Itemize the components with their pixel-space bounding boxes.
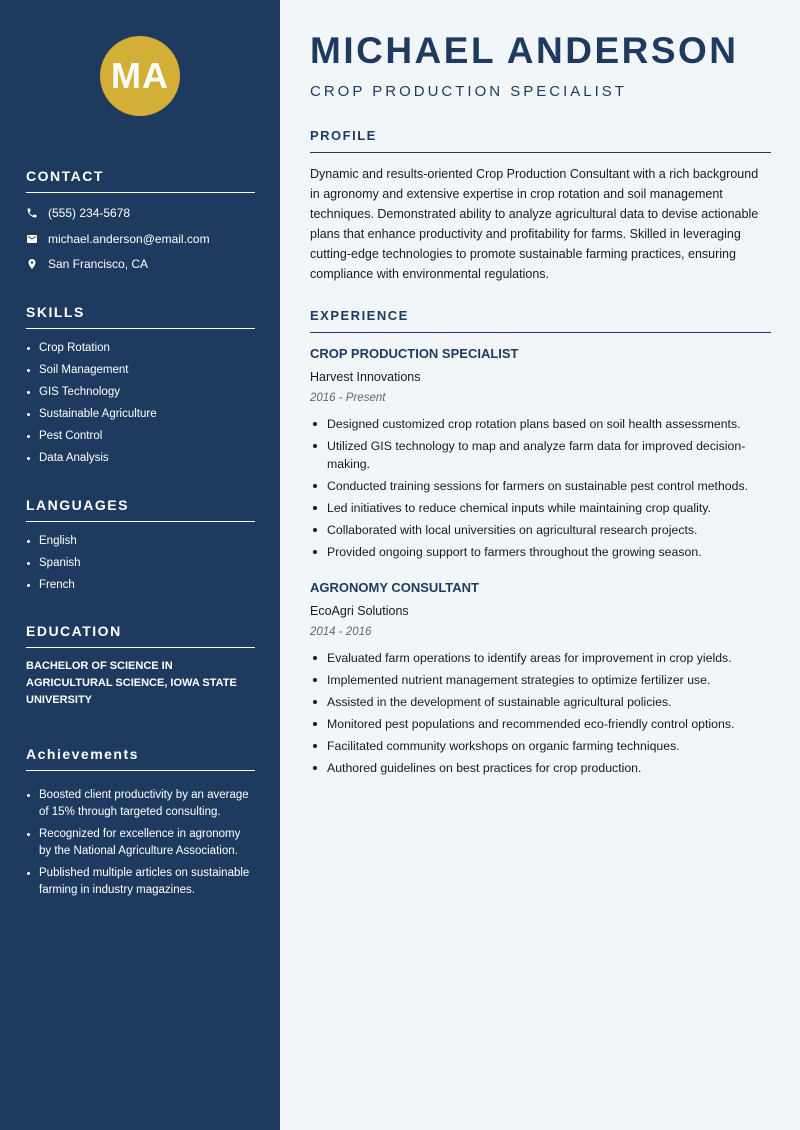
job-company: Harvest Innovations	[310, 370, 421, 384]
avatar: MA	[100, 36, 180, 116]
job-entry	[310, 580, 771, 781]
job-title: CROP PRODUCTION SPECIALIST	[310, 346, 519, 361]
languages-section	[26, 497, 255, 599]
education-section	[26, 623, 255, 709]
education-heading: EDUCATION	[26, 623, 255, 648]
phone-icon	[26, 207, 38, 219]
job-bullets	[310, 415, 771, 561]
job-bullet: Evaluated farm operations to identify areas for improvement in crop yields.	[310, 649, 771, 667]
candidate-name: MICHAEL ANDERSON	[310, 30, 739, 71]
skill-item: Sustainable Agriculture	[26, 406, 255, 422]
job-bullet: Authored guidelines on best practices for crop production.	[310, 759, 771, 777]
skill-item: Data Analysis	[26, 450, 255, 466]
location-pin-icon	[26, 258, 38, 270]
email-icon	[26, 233, 38, 245]
contact-section	[26, 168, 255, 272]
skill-item: GIS Technology	[26, 384, 255, 400]
job-bullet: Conducted training sessions for farmers on sustainable pest control methods.	[310, 477, 771, 495]
skill-item: Pest Control	[26, 428, 255, 444]
sidebar	[0, 0, 280, 1130]
skills-section	[26, 304, 255, 472]
degree-text: BACHELOR OF SCIENCE IN AGRICULTURAL SCIENCE, IOWA STATE UNIVERSITY	[26, 660, 237, 706]
skill-item: Soil Management	[26, 362, 255, 378]
job-title: AGRONOMY CONSULTANT	[310, 580, 479, 595]
language-item: Spanish	[26, 555, 255, 571]
contact-phone	[26, 205, 255, 221]
job-bullet: Implemented nutrient management strategies to optimize fertilizer use.	[310, 671, 771, 689]
experience-heading: EXPERIENCE	[310, 308, 771, 333]
job-bullet: Assisted in the development of sustainable agricultural policies.	[310, 693, 771, 711]
contact-heading: CONTACT	[26, 168, 255, 193]
language-item: English	[26, 533, 255, 549]
job-bullet: Collaborated with local universities on agricultural research projects.	[310, 521, 771, 539]
job-bullet: Monitored pest populations and recommended eco-friendly control options.	[310, 715, 771, 733]
experience-section	[310, 308, 771, 333]
job-bullets	[310, 649, 771, 777]
skills-heading: SKILLS	[26, 304, 255, 329]
job-entry	[310, 346, 771, 565]
phone-text: (555) 234-5678	[48, 206, 131, 220]
job-bullet: Designed customized crop rotation plans based on soil health assessments.	[310, 415, 771, 433]
job-bullet: Led initiatives to reduce chemical inputs while maintaining crop quality.	[310, 499, 771, 517]
job-dates: 2016 - Present	[310, 392, 386, 404]
achievements-section	[26, 746, 255, 904]
contact-location	[26, 256, 255, 272]
contact-email	[26, 231, 255, 247]
achievements-list	[26, 787, 255, 899]
candidate-role: CROP PRODUCTION SPECIALIST	[310, 83, 627, 100]
language-item: French	[26, 577, 255, 593]
job-company: EcoAgri Solutions	[310, 604, 409, 618]
skills-list	[26, 340, 255, 466]
profile-section	[310, 128, 771, 284]
languages-list	[26, 533, 255, 593]
job-bullet: Provided ongoing support to farmers throughout the growing season.	[310, 543, 771, 561]
achievement-item: Recognized for excellence in agronomy by the National Agriculture Association.	[26, 826, 255, 860]
profile-heading: PROFILE	[310, 128, 771, 153]
skill-item: Crop Rotation	[26, 340, 255, 356]
achievements-heading: Achievements	[26, 746, 255, 771]
email-text: michael.anderson@email.com	[48, 231, 210, 246]
job-bullet: Facilitated community workshops on organic farming techniques.	[310, 737, 771, 755]
profile-text: Dynamic and results-oriented Crop Production Consultant with a rich background in agronomy and extensive expertise in crop rotation and soil management techniques. Demonstrated ability to analyze agricultural data to devise actionable plans that enhance productivity and profitability for farms. Skilled in leveraging cutting-edge technologies to promote sustainable farming practices, ensuring compliance with environmental regulations.	[310, 167, 759, 281]
location-text: San Francisco, CA	[48, 257, 149, 271]
job-bullet: Utilized GIS technology to map and analyze farm data for improved decision-making.	[310, 437, 771, 473]
job-dates: 2014 - 2016	[310, 626, 372, 638]
achievement-item: Published multiple articles on sustainable farming in industry magazines.	[26, 865, 255, 899]
languages-heading: LANGUAGES	[26, 497, 255, 522]
achievement-item: Boosted client productivity by an average of 15% through targeted consulting.	[26, 787, 255, 821]
